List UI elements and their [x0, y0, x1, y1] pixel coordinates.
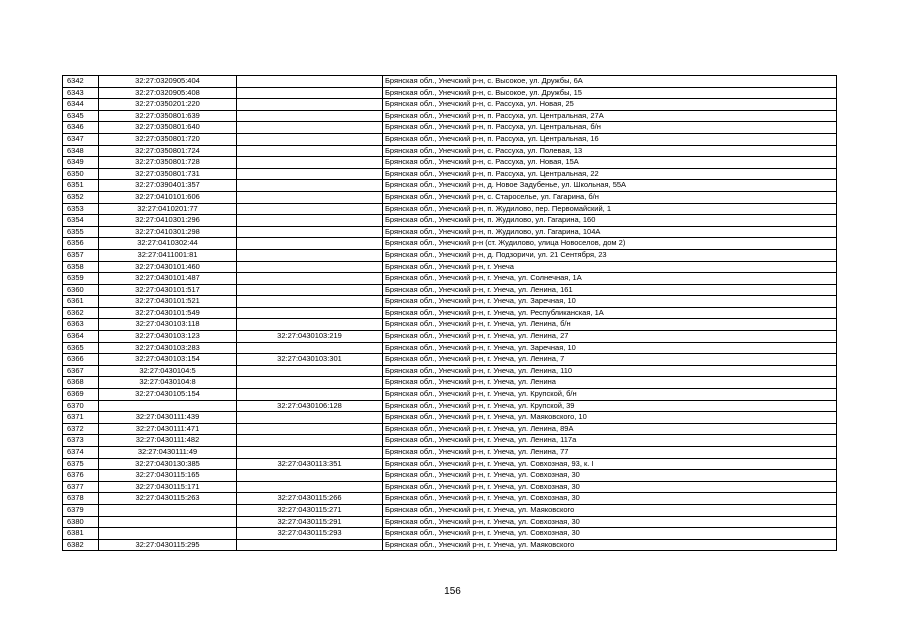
related-cadastral-number-cell — [237, 307, 383, 319]
related-cadastral-number-cell — [237, 122, 383, 134]
cadastral-number-cell: 32:27:0320905:408 — [99, 87, 237, 99]
table-row — [63, 284, 837, 296]
related-cadastral-number-cell: 32:27:0430115:291 — [237, 516, 383, 528]
cadastral-number-cell: 32:27:0430115:263 — [99, 493, 237, 505]
cadastral-number-cell: 32:27:0430104:5 — [99, 365, 237, 377]
row-number-cell: 6349 — [63, 157, 99, 169]
address-cell: Брянская обл., Унечский р-н, г. Унеча, ул. Заречная, 10 — [383, 342, 837, 354]
cadastral-number-cell: 32:27:0430105:154 — [99, 389, 237, 401]
table-row — [63, 273, 837, 285]
cadastral-number-cell: 32:27:0430115:165 — [99, 470, 237, 482]
related-cadastral-number-cell — [237, 447, 383, 459]
address-cell: Брянская обл., Унечский р-н, п. Рассуха, ул. Центральная, 22 — [383, 168, 837, 180]
related-cadastral-number-cell: 32:27:0430115:271 — [237, 504, 383, 516]
related-cadastral-number-cell — [237, 180, 383, 192]
table-row — [63, 470, 837, 482]
row-number-cell: 6347 — [63, 133, 99, 145]
address-cell: Брянская обл., Унечский р-н, г. Унеча, ул. Ленина, 77 — [383, 447, 837, 459]
table-row — [63, 342, 837, 354]
related-cadastral-number-cell — [237, 191, 383, 203]
table-row — [63, 458, 837, 470]
table-row — [63, 331, 837, 343]
address-cell: Брянская обл., Унечский р-н, п. Рассуха, ул. Центральная, б/н — [383, 122, 837, 134]
table-row — [63, 435, 837, 447]
related-cadastral-number-cell — [237, 261, 383, 273]
table-row — [63, 191, 837, 203]
cadastral-number-cell: 32:27:0350801:720 — [99, 133, 237, 145]
row-number-cell: 6361 — [63, 296, 99, 308]
cadastral-number-cell: 32:27:0430103:118 — [99, 319, 237, 331]
table-row — [63, 516, 837, 528]
table-row — [63, 238, 837, 250]
row-number-cell: 6375 — [63, 458, 99, 470]
related-cadastral-number-cell: 32:27:0430103:301 — [237, 354, 383, 366]
address-cell: Брянская обл., Унечский р-н, г. Унеча, ул. Совхозная, 30 — [383, 493, 837, 505]
cadastral-number-cell: 32:27:0410101:606 — [99, 191, 237, 203]
table-row — [63, 365, 837, 377]
address-cell: Брянская обл., Унечский р-н, с. Рассуха, ул. Новая, 25 — [383, 99, 837, 111]
row-number-cell: 6362 — [63, 307, 99, 319]
row-number-cell: 6351 — [63, 180, 99, 192]
cadastral-number-cell: 32:27:0350801:640 — [99, 122, 237, 134]
cadastral-number-cell: 32:27:0430101:521 — [99, 296, 237, 308]
related-cadastral-number-cell — [237, 365, 383, 377]
address-cell: Брянская обл., Унечский р-н, г. Унеча, ул. Совхозная, 30 — [383, 528, 837, 540]
cadastral-number-cell: 32:27:0411001:81 — [99, 249, 237, 261]
cadastral-number-cell: 32:27:0350801:724 — [99, 145, 237, 157]
row-number-cell: 6374 — [63, 447, 99, 459]
row-number-cell: 6378 — [63, 493, 99, 505]
table-row — [63, 539, 837, 551]
address-cell: Брянская обл., Унечский р-н, г. Унеча, ул. Совхозная, 30 — [383, 470, 837, 482]
table-row — [63, 122, 837, 134]
table-row — [63, 203, 837, 215]
cadastral-number-cell: 32:27:0430111:439 — [99, 412, 237, 424]
cadastral-number-cell — [99, 400, 237, 412]
table-row — [63, 354, 837, 366]
row-number-cell: 6357 — [63, 249, 99, 261]
address-cell: Брянская обл., Унечский р-н, г. Унеча, ул. Заречная, 10 — [383, 296, 837, 308]
cadastral-number-cell: 32:27:0430104:8 — [99, 377, 237, 389]
address-cell: Брянская обл., Унечский р-н, г. Унеча, ул. Крупской, б/н — [383, 389, 837, 401]
cadastral-number-cell: 32:27:0390401:357 — [99, 180, 237, 192]
cadastral-number-cell: 32:27:0430101:487 — [99, 273, 237, 285]
related-cadastral-number-cell — [237, 110, 383, 122]
cadastral-number-cell: 32:27:0430111:49 — [99, 447, 237, 459]
address-cell: Брянская обл., Унечский р-н, с. Староселье, ул. Гагарина, б/н — [383, 191, 837, 203]
table-row — [63, 76, 837, 88]
table-row — [63, 157, 837, 169]
table-row — [63, 423, 837, 435]
cadastral-number-cell: 32:27:0320905:404 — [99, 76, 237, 88]
row-number-cell: 6376 — [63, 470, 99, 482]
row-number-cell: 6348 — [63, 145, 99, 157]
table-row — [63, 110, 837, 122]
cadastral-number-cell — [99, 528, 237, 540]
related-cadastral-number-cell — [237, 215, 383, 227]
table-row — [63, 133, 837, 145]
table-row — [63, 145, 837, 157]
address-cell: Брянская обл., Унечский р-н, г. Унеча, ул. Совхозная, 93, к. I — [383, 458, 837, 470]
cadastral-number-cell: 32:27:0430115:295 — [99, 539, 237, 551]
cadastral-number-cell: 32:27:0410301:296 — [99, 215, 237, 227]
related-cadastral-number-cell — [237, 284, 383, 296]
cadastral-number-cell: 32:27:0430101:460 — [99, 261, 237, 273]
row-number-cell: 6342 — [63, 76, 99, 88]
address-cell: Брянская обл., Унечский р-н, г. Унеча, ул. Ленина — [383, 377, 837, 389]
row-number-cell: 6372 — [63, 423, 99, 435]
cadastral-number-cell: 32:27:0350801:639 — [99, 110, 237, 122]
page-number: 156 — [444, 586, 461, 597]
related-cadastral-number-cell — [237, 273, 383, 285]
cadastral-number-cell: 32:27:0430115:171 — [99, 481, 237, 493]
table-row — [63, 307, 837, 319]
table-row — [63, 528, 837, 540]
row-number-cell: 6381 — [63, 528, 99, 540]
table-row — [63, 215, 837, 227]
address-cell: Брянская обл., Унечский р-н, г. Унеча, ул. Солнечная, 1А — [383, 273, 837, 285]
related-cadastral-number-cell: 32:27:0430113:351 — [237, 458, 383, 470]
related-cadastral-number-cell — [237, 226, 383, 238]
cadastral-number-cell: 32:27:0430111:482 — [99, 435, 237, 447]
address-cell: Брянская обл., Унечский р-н, п. Рассуха, ул. Центральная, 16 — [383, 133, 837, 145]
address-cell: Брянская обл., Унечский р-н, г. Унеча, ул. Ленина, 161 — [383, 284, 837, 296]
row-number-cell: 6379 — [63, 504, 99, 516]
row-number-cell: 6355 — [63, 226, 99, 238]
cadastral-number-cell: 32:27:0410302:44 — [99, 238, 237, 250]
row-number-cell: 6371 — [63, 412, 99, 424]
related-cadastral-number-cell — [237, 342, 383, 354]
related-cadastral-number-cell — [237, 412, 383, 424]
table-row — [63, 87, 837, 99]
cadastral-number-cell: 32:27:0430130:385 — [99, 458, 237, 470]
address-cell: Брянская обл., Унечский р-н, г. Унеча, ул. Маяковского — [383, 539, 837, 551]
row-number-cell: 6369 — [63, 389, 99, 401]
table-row — [63, 261, 837, 273]
table-row — [63, 493, 837, 505]
table-row — [63, 226, 837, 238]
registry-table-body — [63, 76, 837, 551]
row-number-cell: 6359 — [63, 273, 99, 285]
address-cell: Брянская обл., Унечский р-н, с. Рассуха, ул. Полевая, 13 — [383, 145, 837, 157]
address-cell: Брянская обл., Унечский р-н, д. Подзоричи, ул. 21 Сентября, 23 — [383, 249, 837, 261]
related-cadastral-number-cell — [237, 377, 383, 389]
table-row — [63, 319, 837, 331]
row-number-cell: 6380 — [63, 516, 99, 528]
address-cell: Брянская обл., Унечский р-н, п. Жудилово, ул. Гагарина, 104А — [383, 226, 837, 238]
cadastral-number-cell: 32:27:0430103:123 — [99, 331, 237, 343]
row-number-cell: 6353 — [63, 203, 99, 215]
address-cell: Брянская обл., Унечский р-н, с. Высокое, ул. Дружбы, 15 — [383, 87, 837, 99]
related-cadastral-number-cell — [237, 539, 383, 551]
related-cadastral-number-cell: 32:27:0430103:219 — [237, 331, 383, 343]
related-cadastral-number-cell: 32:27:0430115:293 — [237, 528, 383, 540]
row-number-cell: 6360 — [63, 284, 99, 296]
table-row — [63, 400, 837, 412]
cadastral-number-cell: 32:27:0430103:154 — [99, 354, 237, 366]
row-number-cell: 6366 — [63, 354, 99, 366]
address-cell: Брянская обл., Унечский р-н, г. Унеча, ул. Совхозная, 30 — [383, 481, 837, 493]
row-number-cell: 6370 — [63, 400, 99, 412]
address-cell: Брянская обл., Унечский р-н, г. Унеча, ул. Республиканская, 1А — [383, 307, 837, 319]
address-cell: Брянская обл., Унечский р-н, г. Унеча, ул. Ленина, 7 — [383, 354, 837, 366]
cadastral-number-cell — [99, 516, 237, 528]
address-cell: Брянская обл., Унечский р-н, г. Унеча, ул. Ленина, 27 — [383, 331, 837, 343]
address-cell: Брянская обл., Унечский р-н, п. Жудилово, ул. Гагарина, 160 — [383, 215, 837, 227]
related-cadastral-number-cell — [237, 157, 383, 169]
address-cell: Брянская обл., Унечский р-н, п. Жудилово, пер. Первомайский, 1 — [383, 203, 837, 215]
related-cadastral-number-cell — [237, 145, 383, 157]
table-row — [63, 412, 837, 424]
table-row — [63, 389, 837, 401]
address-cell: Брянская обл., Унечский р-н, с. Высокое, ул. Дружбы, 6А — [383, 76, 837, 88]
cadastral-number-cell: 32:27:0350801:728 — [99, 157, 237, 169]
row-number-cell: 6352 — [63, 191, 99, 203]
cadastral-number-cell: 32:27:0430103:283 — [99, 342, 237, 354]
row-number-cell: 6363 — [63, 319, 99, 331]
row-number-cell: 6346 — [63, 122, 99, 134]
cadastral-number-cell — [99, 504, 237, 516]
row-number-cell: 6344 — [63, 99, 99, 111]
table-row — [63, 168, 837, 180]
table-row — [63, 377, 837, 389]
cadastral-number-cell: 32:27:0430101:517 — [99, 284, 237, 296]
address-cell: Брянская обл., Унечский р-н (ст. Жудилово, улица Новоселов, дом 2) — [383, 238, 837, 250]
row-number-cell: 6345 — [63, 110, 99, 122]
row-number-cell: 6354 — [63, 215, 99, 227]
table-row — [63, 296, 837, 308]
related-cadastral-number-cell — [237, 133, 383, 145]
registry-table — [62, 75, 837, 551]
address-cell: Брянская обл., Унечский р-н, г. Унеча — [383, 261, 837, 273]
related-cadastral-number-cell — [237, 76, 383, 88]
related-cadastral-number-cell — [237, 389, 383, 401]
row-number-cell: 6373 — [63, 435, 99, 447]
row-number-cell: 6358 — [63, 261, 99, 273]
address-cell: Брянская обл., Унечский р-н, г. Унеча, ул. Ленина, б/н — [383, 319, 837, 331]
cadastral-number-cell: 32:27:0350801:731 — [99, 168, 237, 180]
row-number-cell: 6356 — [63, 238, 99, 250]
table-row — [63, 481, 837, 493]
table-row — [63, 180, 837, 192]
related-cadastral-number-cell — [237, 319, 383, 331]
table-row — [63, 99, 837, 111]
related-cadastral-number-cell — [237, 203, 383, 215]
related-cadastral-number-cell — [237, 423, 383, 435]
address-cell: Брянская обл., Унечский р-н, п. Рассуха, ул. Центральная, 27А — [383, 110, 837, 122]
related-cadastral-number-cell — [237, 296, 383, 308]
row-number-cell: 6368 — [63, 377, 99, 389]
related-cadastral-number-cell — [237, 99, 383, 111]
address-cell: Брянская обл., Унечский р-н, г. Унеча, ул. Маяковского, 10 — [383, 412, 837, 424]
row-number-cell: 6350 — [63, 168, 99, 180]
related-cadastral-number-cell: 32:27:0430106:128 — [237, 400, 383, 412]
related-cadastral-number-cell — [237, 435, 383, 447]
row-number-cell: 6367 — [63, 365, 99, 377]
address-cell: Брянская обл., Унечский р-н, г. Унеча, ул. Совхозная, 30 — [383, 516, 837, 528]
row-number-cell: 6364 — [63, 331, 99, 343]
row-number-cell: 6343 — [63, 87, 99, 99]
related-cadastral-number-cell — [237, 249, 383, 261]
table-row — [63, 249, 837, 261]
row-number-cell: 6382 — [63, 539, 99, 551]
related-cadastral-number-cell — [237, 470, 383, 482]
address-cell: Брянская обл., Унечский р-н, с. Рассуха, ул. Новая, 15А — [383, 157, 837, 169]
cadastral-number-cell: 32:27:0410201:77 — [99, 203, 237, 215]
table-row — [63, 447, 837, 459]
row-number-cell: 6377 — [63, 481, 99, 493]
address-cell: Брянская обл., Унечский р-н, г. Унеча, ул. Ленина, 110 — [383, 365, 837, 377]
related-cadastral-number-cell: 32:27:0430115:266 — [237, 493, 383, 505]
related-cadastral-number-cell — [237, 238, 383, 250]
address-cell: Брянская обл., Унечский р-н, г. Унеча, ул. Крупской, 39 — [383, 400, 837, 412]
cadastral-number-cell: 32:27:0350201:220 — [99, 99, 237, 111]
address-cell: Брянская обл., Унечский р-н, д. Новое Задубенье, ул. Школьная, 55А — [383, 180, 837, 192]
address-cell: Брянская обл., Унечский р-н, г. Унеча, ул. Маяковского — [383, 504, 837, 516]
related-cadastral-number-cell — [237, 481, 383, 493]
table-row — [63, 504, 837, 516]
related-cadastral-number-cell — [237, 87, 383, 99]
address-cell: Брянская обл., Унечский р-н, г. Унеча, ул. Ленина, 117а — [383, 435, 837, 447]
cadastral-number-cell: 32:27:0430101:549 — [99, 307, 237, 319]
cadastral-number-cell: 32:27:0410301:298 — [99, 226, 237, 238]
row-number-cell: 6365 — [63, 342, 99, 354]
cadastral-number-cell: 32:27:0430111:471 — [99, 423, 237, 435]
related-cadastral-number-cell — [237, 168, 383, 180]
address-cell: Брянская обл., Унечский р-н, г. Унеча, ул. Ленина, 89А — [383, 423, 837, 435]
